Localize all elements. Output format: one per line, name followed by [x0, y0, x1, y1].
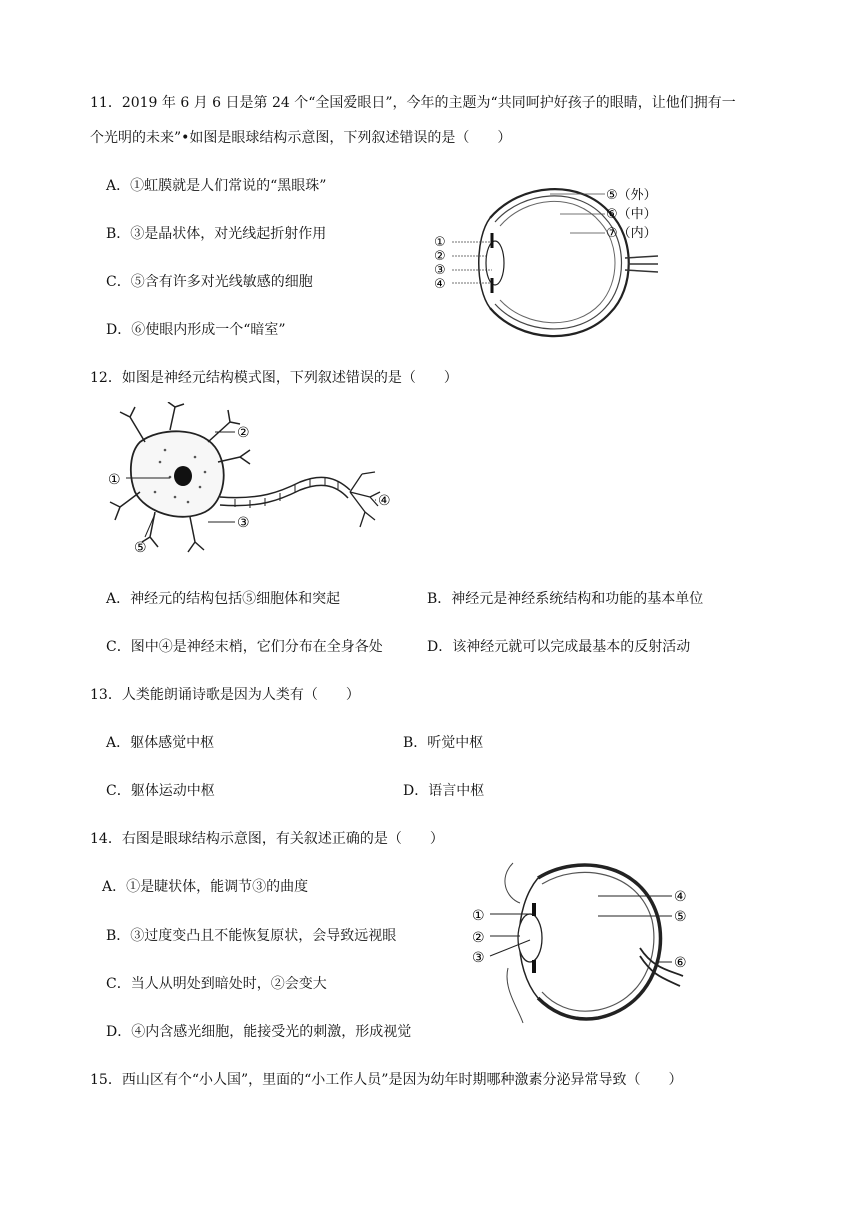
q12-neuron-diagram	[100, 402, 410, 562]
q12-option-c: C．图中④是神经末梢，它们分布在全身各处	[106, 639, 383, 655]
q11-fig-label-1: ①	[434, 235, 446, 250]
q11-fig-label-4: ④	[434, 277, 446, 292]
q15-stem: 15．西山区有个“小人国”，里面的“小工作人员”是因为幼年时期哪种激素分泌异常导致（ ）	[90, 1072, 683, 1088]
q11-option-b: B．③是晶状体，对光线起折射作用	[106, 226, 327, 242]
q11-eye-diagram	[430, 178, 660, 348]
q11-stem-line1: 11．2019 年 6 月 6 日是第 24 个“全国爱眼日”，今年的主题为“共同呵护好孩子的眼睛，让他们拥有一	[90, 95, 736, 111]
q11-fig-label-7: ⑦（内）	[606, 226, 657, 241]
q12-stem: 12．如图是神经元结构模式图，下列叙述错误的是（ ）	[90, 370, 458, 386]
q14-fig-label-4: ④	[674, 889, 687, 905]
q12-fig-label-3: ③	[237, 515, 250, 531]
q11-option-a: A．①虹膜就是人们常说的“黑眼珠”	[106, 178, 327, 194]
q13-option-c: C．躯体运动中枢	[106, 783, 215, 799]
q14-eye-diagram	[468, 858, 698, 1028]
q14-option-a: A．①是睫状体，能调节③的曲度	[102, 879, 309, 895]
q14-fig-label-6: ⑥	[674, 955, 687, 971]
q13-option-d: D．语言中枢	[403, 783, 485, 799]
q12-option-d: D．该神经元就可以完成最基本的反射活动	[427, 639, 691, 655]
q13-option-a: A．躯体感觉中枢	[106, 735, 215, 751]
q11-fig-label-5: ⑤（外）	[606, 188, 657, 203]
q11-fig-label-2: ②	[434, 249, 446, 264]
q14-fig-label-2: ②	[472, 930, 485, 946]
q11-fig-label-3: ③	[434, 263, 446, 278]
q14-option-d: D．④内含感光细胞，能接受光的刺激，形成视觉	[106, 1024, 412, 1040]
q13-option-b: B．听觉中枢	[403, 735, 484, 751]
q12-fig-label-1: ①	[108, 472, 121, 488]
q14-fig-label-5: ⑤	[674, 909, 687, 925]
q14-fig-label-3: ③	[472, 950, 485, 966]
q12-option-a: A．神经元的结构包括⑤细胞体和突起	[106, 591, 341, 607]
q11-fig-label-6: ⑥（中）	[606, 207, 657, 222]
q14-stem: 14．右图是眼球结构示意图，有关叙述正确的是（ ）	[90, 831, 444, 847]
q12-fig-label-2: ②	[237, 425, 250, 441]
q14-option-c: C．当人从明处到暗处时，②会变大	[106, 976, 327, 992]
q12-option-b: B．神经元是神经系统结构和功能的基本单位	[427, 591, 704, 607]
q12-fig-label-5: ⑤	[134, 540, 147, 556]
q11-option-d: D．⑥使眼内形成一个“暗室”	[106, 322, 286, 338]
q11-stem-line2: 个光明的未来”•如图是眼球结构示意图，下列叙述错误的是（ ）	[90, 130, 512, 146]
q12-fig-label-4: ④	[378, 493, 391, 509]
q13-stem: 13．人类能朗诵诗歌是因为人类有（ ）	[90, 687, 360, 703]
q11-option-c: C．⑤含有许多对光线敏感的细胞	[106, 274, 313, 290]
q14-option-b: B．③过度变凸且不能恢复原状，会导致远视眼	[106, 928, 397, 944]
q14-fig-label-1: ①	[472, 908, 485, 924]
